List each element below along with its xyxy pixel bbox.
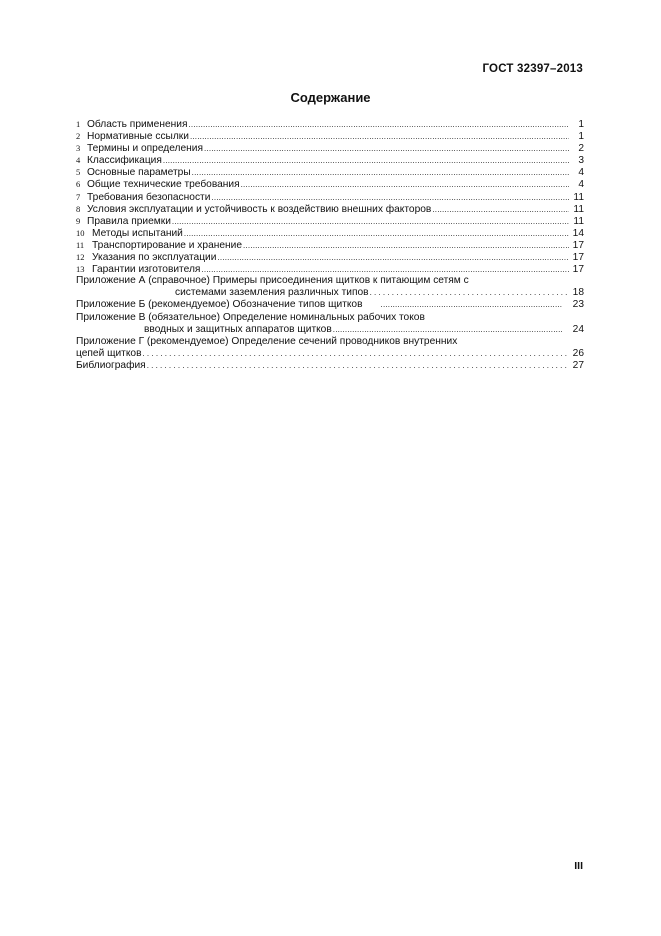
toc-page: 1 xyxy=(578,131,584,143)
toc-entry[interactable] xyxy=(76,251,584,263)
toc-label: Методы испытаний xyxy=(92,227,183,239)
toc-page: 14 xyxy=(572,227,584,239)
toc-label: Нормативные ссылки xyxy=(87,131,189,143)
toc-page: 27 xyxy=(572,359,584,371)
toc-label: Основные параметры xyxy=(87,167,191,179)
toc-entry[interactable] xyxy=(76,263,584,275)
toc-number: 9 xyxy=(76,215,81,226)
annex-g-title[interactable]: Приложение Г (рекомендуемое) Определение сечений проводников внутренних xyxy=(76,335,458,347)
toc-number: 2 xyxy=(76,131,81,142)
toc-entry[interactable] xyxy=(76,166,584,178)
toc-page: 17 xyxy=(572,264,584,276)
leader-dots xyxy=(190,131,569,143)
toc-page: 1 xyxy=(578,119,584,130)
toc-entry[interactable] xyxy=(76,215,584,227)
toc-entry[interactable] xyxy=(76,118,584,130)
toc-page: 4 xyxy=(578,167,584,179)
bibliography-entry[interactable] xyxy=(76,360,584,372)
table-of-contents xyxy=(76,118,584,372)
toc-page: 17 xyxy=(572,239,584,251)
leader-dots xyxy=(381,299,562,311)
leader-dots xyxy=(241,179,569,191)
toc-number: 6 xyxy=(76,179,81,190)
annex-b-entry[interactable] xyxy=(76,299,584,311)
toc-page: 2 xyxy=(578,143,584,155)
annex-a-entry[interactable] xyxy=(76,287,584,299)
toc-entry[interactable] xyxy=(76,130,584,142)
toc-label: Термины и определения xyxy=(87,143,203,155)
toc-label: Область применения xyxy=(87,119,188,130)
bibliography-label: Библиография xyxy=(76,359,146,371)
toc-page: 18 xyxy=(572,287,584,299)
toc-label: Транспортирование и хранение xyxy=(92,239,243,251)
toc-label: Общие технические требования xyxy=(87,179,240,191)
toc-page: 17 xyxy=(572,252,584,264)
leader-dots xyxy=(243,240,569,252)
toc-number: 13 xyxy=(76,264,85,275)
annex-v-entry[interactable] xyxy=(76,324,584,336)
leader-dots xyxy=(163,155,569,167)
annex-b-label: Приложение Б (рекомендуемое) Обозначение типов щитков xyxy=(76,299,363,311)
toc-label: Требования безопасности xyxy=(87,191,211,203)
leader-dots xyxy=(142,348,569,360)
toc-page: 11 xyxy=(573,191,584,203)
toc-entry[interactable] xyxy=(76,203,584,215)
toc-entry[interactable] xyxy=(76,239,584,251)
leader-dots xyxy=(172,216,569,228)
toc-number: 12 xyxy=(76,252,85,263)
toc-label: Правила приемки xyxy=(87,215,171,227)
annex-a-title[interactable]: Приложение А (справочное) Примеры присоединения щитков к питающим сетям с xyxy=(76,275,469,287)
toc-number: 7 xyxy=(76,191,81,202)
toc-number: 5 xyxy=(76,167,81,178)
leader-dots xyxy=(333,324,562,336)
leader-dots xyxy=(370,287,569,299)
leader-dots xyxy=(192,167,569,179)
toc-number: 8 xyxy=(76,203,81,214)
toc-number: 4 xyxy=(76,155,81,166)
annex-g-entry[interactable] xyxy=(76,348,584,360)
toc-page: 23 xyxy=(572,299,584,311)
annex-a-label: системами заземления различных типов xyxy=(175,287,369,299)
toc-entry[interactable] xyxy=(76,191,584,203)
leader-dots xyxy=(188,119,569,131)
toc-number: 11 xyxy=(76,239,85,250)
toc-number: 10 xyxy=(76,227,85,238)
leader-dots xyxy=(184,228,569,240)
page-number: III xyxy=(574,860,583,872)
page-title: Содержание xyxy=(290,90,371,105)
toc-page: 4 xyxy=(578,179,584,191)
toc-label: Гарантии изготовителя xyxy=(92,264,201,276)
toc-entry[interactable] xyxy=(76,227,584,239)
leader-dots xyxy=(217,252,569,264)
toc-label: Указания по эксплуатации xyxy=(92,252,217,264)
toc-label: Классификация xyxy=(87,155,162,167)
annex-v-title[interactable]: Приложение В (обязательное) Определение номинальных рабочих токов xyxy=(76,311,425,323)
toc-entry[interactable] xyxy=(76,178,584,190)
leader-dots xyxy=(204,143,569,155)
annex-v-label: вводных и защитных аппаратов щитков xyxy=(144,323,332,335)
toc-page: 26 xyxy=(572,347,584,359)
toc-page: 11 xyxy=(573,203,584,215)
toc-page: 11 xyxy=(573,215,584,227)
toc-number: 3 xyxy=(76,143,81,154)
annex-g-label: цепей щитков xyxy=(76,347,142,359)
leader-dots xyxy=(432,204,569,216)
leader-dots xyxy=(211,192,569,204)
leader-dots xyxy=(147,360,569,372)
toc-page: 3 xyxy=(578,155,584,167)
toc-entry[interactable] xyxy=(76,154,584,166)
standard-code: ГОСТ 32397–2013 xyxy=(482,63,583,75)
toc-entry[interactable] xyxy=(76,142,584,154)
toc-number: 1 xyxy=(76,119,81,129)
toc-label: Условия эксплуатации и устойчивость к воздействию внешних факторов xyxy=(87,203,432,215)
toc-page: 24 xyxy=(572,323,584,335)
